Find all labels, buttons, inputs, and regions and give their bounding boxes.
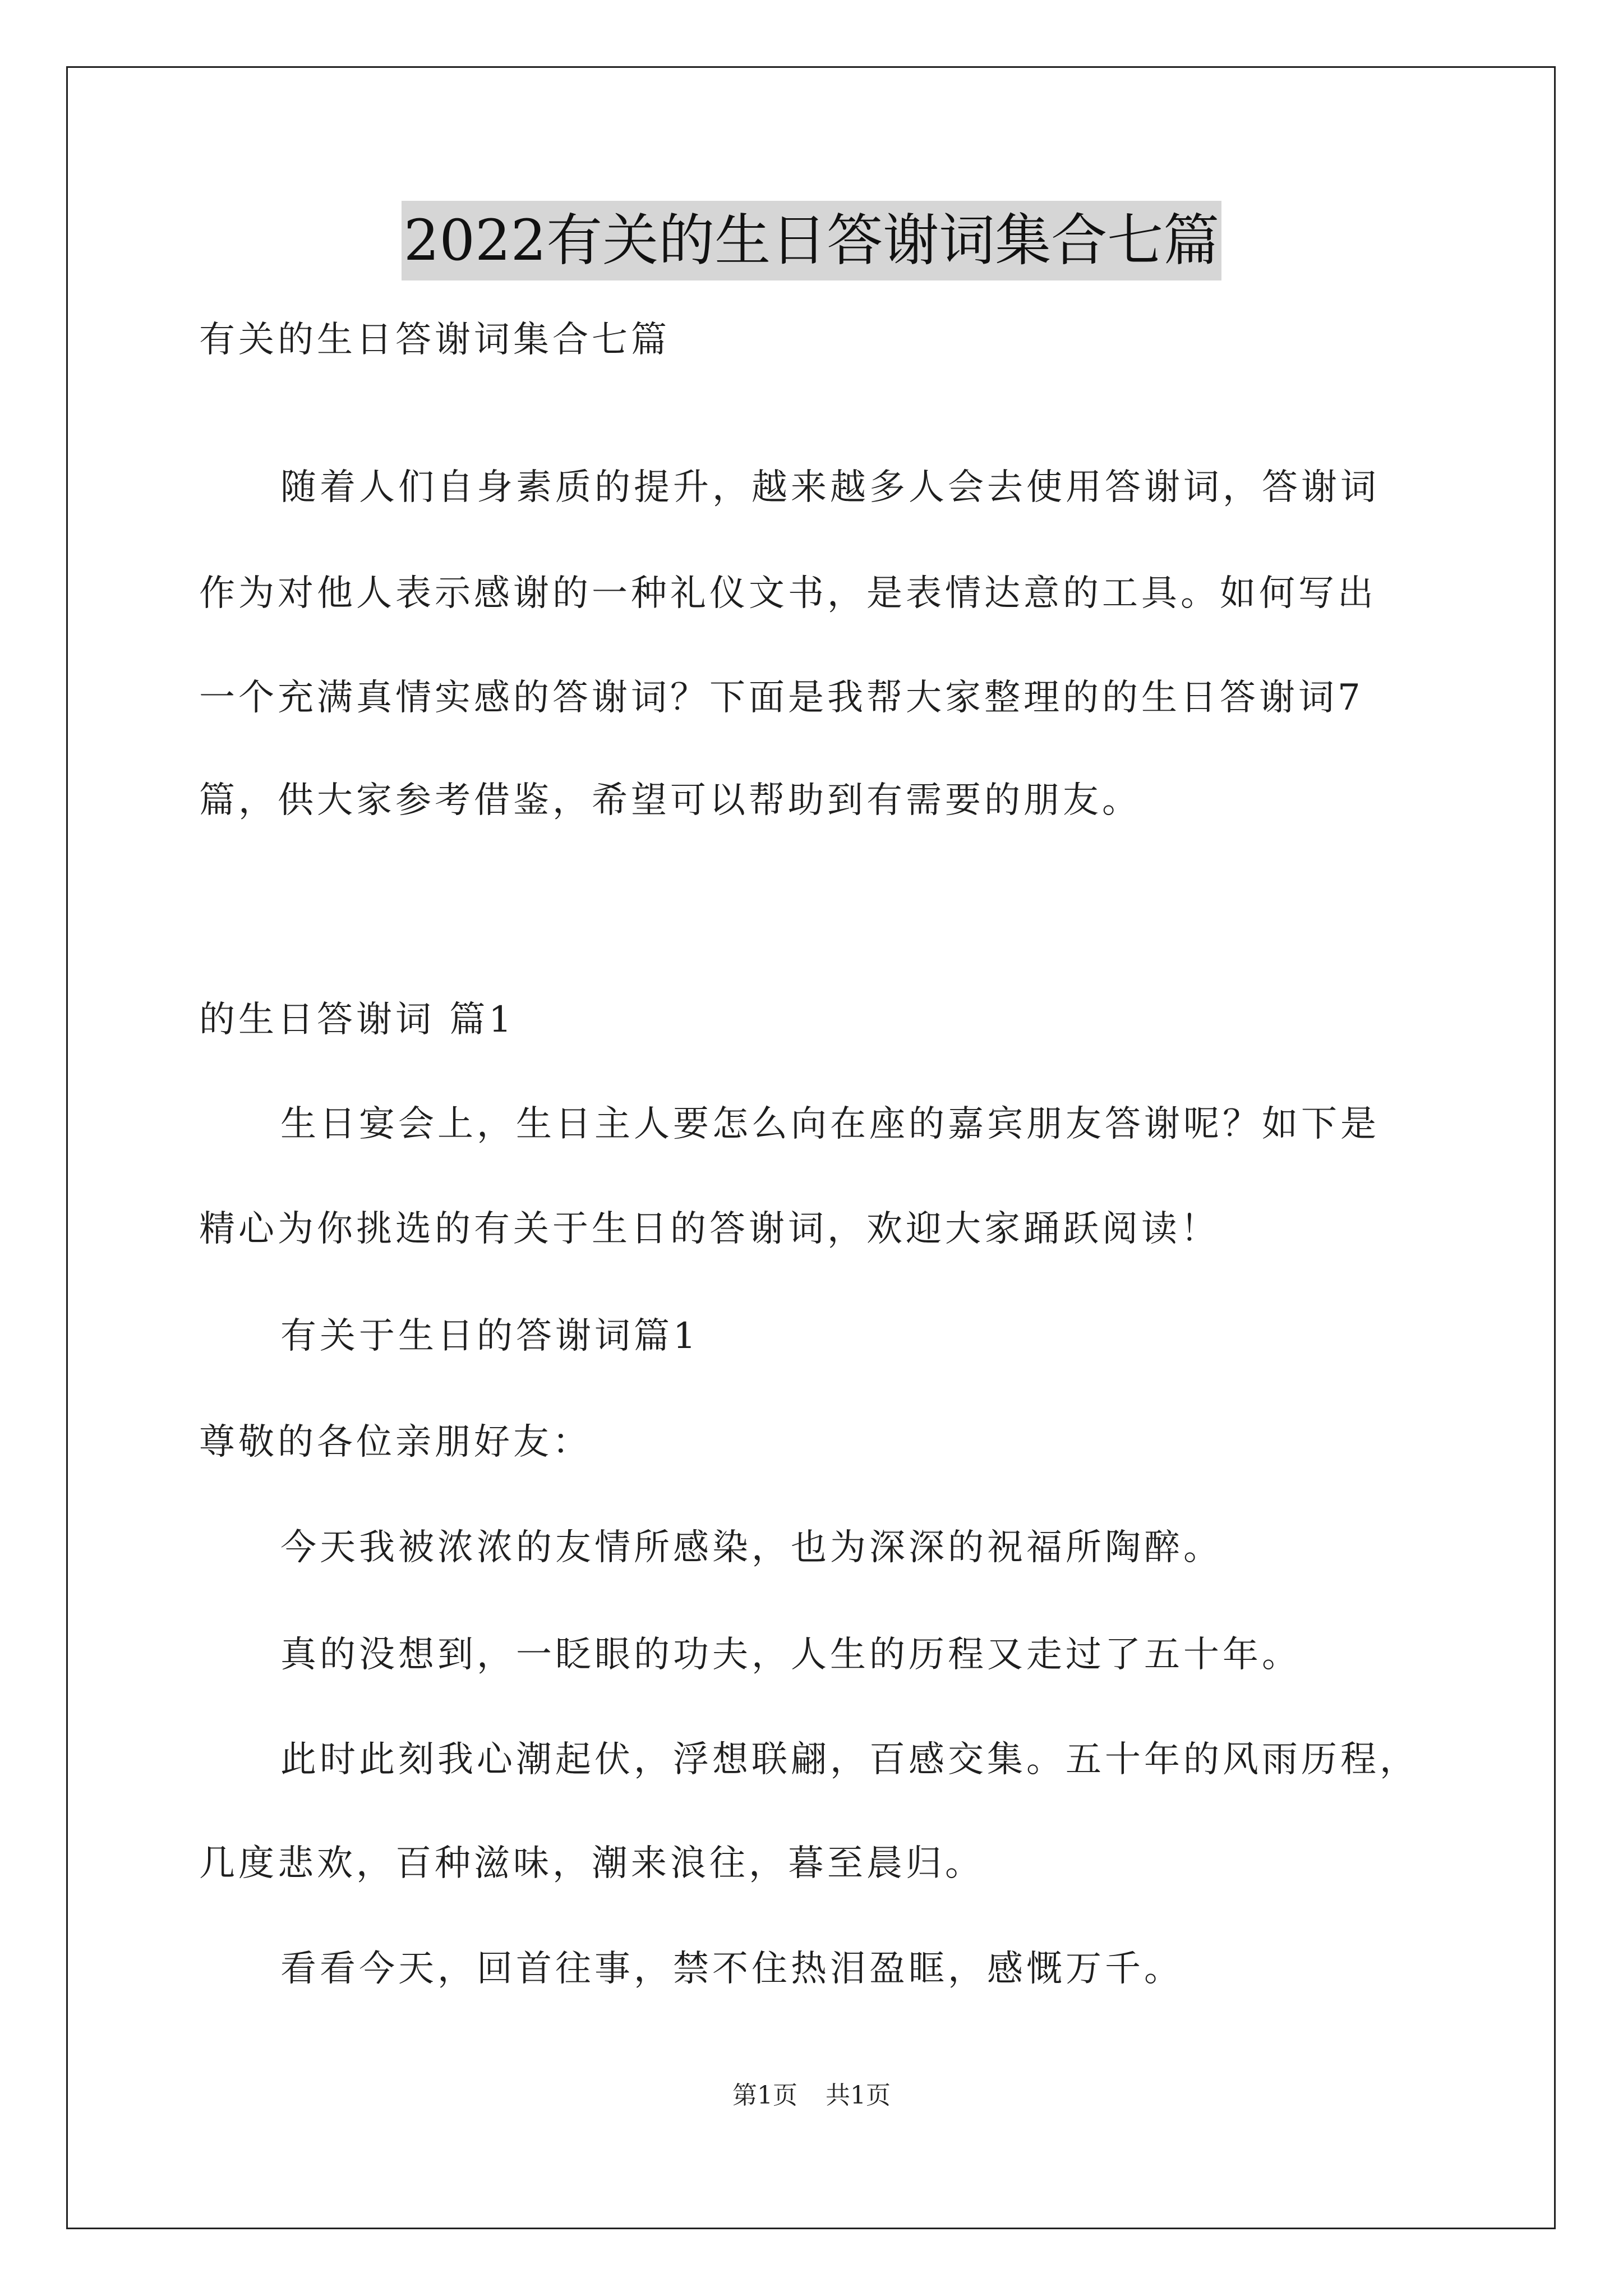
paragraph-line: 几度悲欢，百种滋味，潮来浪往，暮至晨归。 bbox=[199, 1843, 984, 1884]
subtitle-line: 有关的生日答谢词集合七篇 bbox=[199, 319, 670, 361]
paragraph-line: 此时此刻我心潮起伏，浮想联翩，百感交集。五十年的风雨历程， bbox=[280, 1739, 1419, 1780]
page-number-current: 第1页 bbox=[732, 2081, 797, 2110]
paragraph-line: 作为对他人表示感谢的一种礼仪文书，是表情达意的工具。如何写出 bbox=[199, 573, 1377, 614]
paragraph-line: 真的没想到，一眨眼的功夫，人生的历程又走过了五十年。 bbox=[280, 1634, 1301, 1676]
paragraph-line: 精心为你挑选的有关于生日的答谢词，欢迎大家踊跃阅读！ bbox=[199, 1208, 1220, 1250]
page-border bbox=[66, 66, 1556, 2229]
document-title: 2022有关的生日答谢词集合七篇 bbox=[402, 201, 1222, 280]
paragraph-line: 看看今天，回首往事，禁不住热泪盈眶，感慨万千。 bbox=[280, 1948, 1183, 1990]
title-container bbox=[0, 201, 1623, 280]
salutation-line: 尊敬的各位亲朋好友： bbox=[199, 1421, 592, 1463]
paragraph-line: 今天我被浓浓的友情所感染，也为深深的祝福所陶醉。 bbox=[280, 1527, 1223, 1568]
page-footer bbox=[0, 2080, 1623, 2111]
paragraph-line: 随着人们自身素质的提升，越来越多人会去使用答谢词，答谢词 bbox=[280, 467, 1380, 508]
paragraph-line: 篇，供大家参考借鉴，希望可以帮助到有需要的朋友。 bbox=[199, 780, 1141, 821]
subsection-heading: 有关于生日的答谢词篇1 bbox=[280, 1315, 699, 1357]
paragraph-line: 生日宴会上，生日主人要怎么向在座的嘉宾朋友答谢呢？如下是 bbox=[280, 1103, 1380, 1145]
paragraph-line: 一个充满真情实感的答谢词？下面是我帮大家整理的的生日答谢词7 bbox=[199, 677, 1364, 719]
page-number-total: 共1页 bbox=[826, 2081, 891, 2110]
section-heading: 的生日答谢词 篇1 bbox=[199, 999, 515, 1041]
